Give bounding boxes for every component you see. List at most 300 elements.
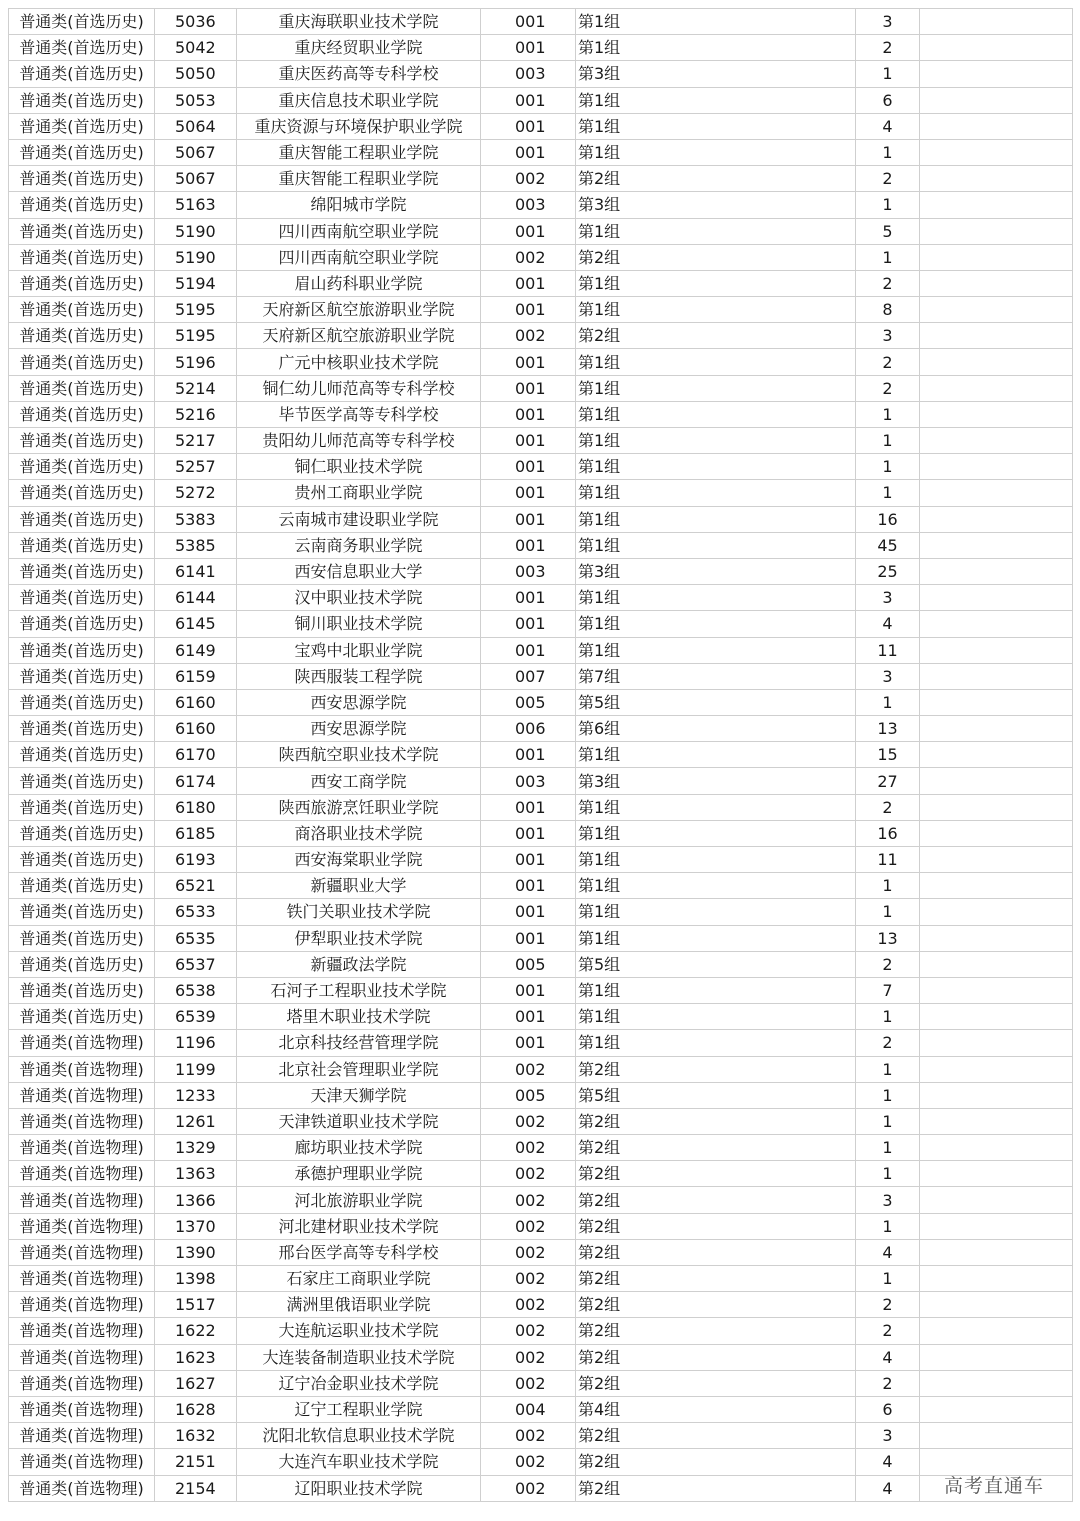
empty-cell — [750, 192, 856, 218]
category-cell: 普通类(首选物理) — [9, 1423, 155, 1449]
school-code-cell: 6160 — [155, 689, 237, 715]
watermark: 高考直通车 — [944, 1475, 1045, 1497]
empty-cell — [750, 1423, 856, 1449]
school-code-cell: 6145 — [155, 611, 237, 637]
empty-cell — [920, 716, 1073, 742]
empty-cell — [750, 689, 856, 715]
school-code-cell: 6149 — [155, 637, 237, 663]
category-cell: 普通类(首选历史) — [9, 1004, 155, 1030]
group-cell: 第1组 — [576, 925, 750, 951]
count-cell: 13 — [856, 925, 920, 951]
group-cell: 第5组 — [576, 951, 750, 977]
plan-code-cell: 001 — [481, 270, 576, 296]
empty-cell — [750, 1161, 856, 1187]
empty-cell — [920, 611, 1073, 637]
category-cell: 普通类(首选历史) — [9, 532, 155, 558]
table-row — [9, 742, 1073, 768]
category-cell: 普通类(首选历史) — [9, 820, 155, 846]
school-name-cell: 大连汽车职业技术学院 — [237, 1449, 481, 1475]
plan-code-cell: 001 — [481, 1004, 576, 1030]
category-cell: 普通类(首选历史) — [9, 925, 155, 951]
school-code-cell: 1370 — [155, 1213, 237, 1239]
count-cell: 2 — [856, 1318, 920, 1344]
plan-code-cell: 003 — [481, 558, 576, 584]
category-cell: 普通类(首选历史) — [9, 375, 155, 401]
plan-code-cell: 001 — [481, 139, 576, 165]
plan-code-cell: 001 — [481, 532, 576, 558]
school-code-cell: 5217 — [155, 428, 237, 454]
school-code-cell: 6521 — [155, 873, 237, 899]
empty-cell — [750, 1056, 856, 1082]
empty-cell — [920, 1187, 1073, 1213]
count-cell: 1 — [856, 1004, 920, 1030]
empty-cell — [750, 1318, 856, 1344]
school-name-cell: 重庆智能工程职业学院 — [237, 139, 481, 165]
school-code-cell: 6535 — [155, 925, 237, 951]
empty-cell — [920, 87, 1073, 113]
empty-cell — [750, 297, 856, 323]
group-cell: 第1组 — [576, 297, 750, 323]
empty-cell — [750, 218, 856, 244]
category-cell: 普通类(首选历史) — [9, 139, 155, 165]
school-name-cell: 云南城市建设职业学院 — [237, 506, 481, 532]
empty-cell — [750, 794, 856, 820]
empty-cell — [750, 1187, 856, 1213]
group-cell: 第2组 — [576, 1161, 750, 1187]
group-cell: 第1组 — [576, 1004, 750, 1030]
category-cell: 普通类(首选历史) — [9, 480, 155, 506]
plan-code-cell: 001 — [481, 35, 576, 61]
plan-code-cell: 001 — [481, 820, 576, 846]
table-row — [9, 611, 1073, 637]
category-cell: 普通类(首选历史) — [9, 977, 155, 1003]
category-cell: 普通类(首选物理) — [9, 1292, 155, 1318]
category-cell: 普通类(首选物理) — [9, 1475, 155, 1501]
school-code-cell: 5272 — [155, 480, 237, 506]
school-name-cell: 西安思源学院 — [237, 716, 481, 742]
school-name-cell: 西安思源学院 — [237, 689, 481, 715]
group-cell: 第1组 — [576, 532, 750, 558]
school-name-cell: 重庆信息技术职业学院 — [237, 87, 481, 113]
plan-code-cell: 002 — [481, 1161, 576, 1187]
category-cell: 普通类(首选物理) — [9, 1056, 155, 1082]
category-cell: 普通类(首选物理) — [9, 1213, 155, 1239]
empty-cell — [750, 1344, 856, 1370]
school-name-cell: 沈阳北软信息职业技术学院 — [237, 1423, 481, 1449]
table-row — [9, 873, 1073, 899]
count-cell: 1 — [856, 454, 920, 480]
count-cell: 8 — [856, 297, 920, 323]
empty-cell — [750, 113, 856, 139]
school-code-cell: 1366 — [155, 1187, 237, 1213]
table-row — [9, 1266, 1073, 1292]
count-cell: 3 — [856, 9, 920, 35]
group-cell: 第1组 — [576, 35, 750, 61]
group-cell: 第1组 — [576, 454, 750, 480]
count-cell: 2 — [856, 794, 920, 820]
empty-cell — [750, 925, 856, 951]
plan-code-cell: 001 — [481, 899, 576, 925]
category-cell: 普通类(首选历史) — [9, 768, 155, 794]
school-code-cell: 2154 — [155, 1475, 237, 1501]
count-cell: 4 — [856, 1344, 920, 1370]
empty-cell — [750, 847, 856, 873]
empty-cell — [750, 585, 856, 611]
plan-code-cell: 002 — [481, 1213, 576, 1239]
school-code-cell: 1628 — [155, 1396, 237, 1422]
count-cell: 16 — [856, 506, 920, 532]
table-row — [9, 925, 1073, 951]
empty-cell — [750, 9, 856, 35]
plan-code-cell: 002 — [481, 1292, 576, 1318]
table-row — [9, 1108, 1073, 1134]
empty-cell — [920, 951, 1073, 977]
school-name-cell: 陕西旅游烹饪职业学院 — [237, 794, 481, 820]
empty-cell — [920, 663, 1073, 689]
count-cell: 15 — [856, 742, 920, 768]
table-row — [9, 139, 1073, 165]
empty-cell — [920, 323, 1073, 349]
table-row — [9, 1423, 1073, 1449]
school-code-cell: 6174 — [155, 768, 237, 794]
count-cell: 7 — [856, 977, 920, 1003]
table-body — [9, 9, 1073, 1502]
school-code-cell: 1390 — [155, 1239, 237, 1265]
group-cell: 第1组 — [576, 9, 750, 35]
count-cell: 2 — [856, 375, 920, 401]
empty-cell — [750, 1239, 856, 1265]
category-cell: 普通类(首选历史) — [9, 847, 155, 873]
table-row — [9, 716, 1073, 742]
school-name-cell: 铜川职业技术学院 — [237, 611, 481, 637]
count-cell: 3 — [856, 1187, 920, 1213]
school-name-cell: 重庆资源与环境保护职业学院 — [237, 113, 481, 139]
count-cell: 4 — [856, 1475, 920, 1501]
table-row — [9, 637, 1073, 663]
school-code-cell: 1196 — [155, 1030, 237, 1056]
school-name-cell: 满洲里俄语职业学院 — [237, 1292, 481, 1318]
category-cell: 普通类(首选历史) — [9, 35, 155, 61]
plan-code-cell: 002 — [481, 1449, 576, 1475]
count-cell: 11 — [856, 847, 920, 873]
group-cell: 第2组 — [576, 323, 750, 349]
group-cell: 第1组 — [576, 1030, 750, 1056]
table-row — [9, 1292, 1073, 1318]
count-cell: 1 — [856, 1161, 920, 1187]
empty-cell — [920, 1239, 1073, 1265]
table-row — [9, 1318, 1073, 1344]
school-code-cell: 6159 — [155, 663, 237, 689]
group-cell: 第1组 — [576, 480, 750, 506]
count-cell: 45 — [856, 532, 920, 558]
category-cell: 普通类(首选历史) — [9, 349, 155, 375]
empty-cell — [750, 480, 856, 506]
group-cell: 第4组 — [576, 1396, 750, 1422]
group-cell: 第2组 — [576, 1135, 750, 1161]
school-name-cell: 陕西航空职业技术学院 — [237, 742, 481, 768]
group-cell: 第1组 — [576, 428, 750, 454]
count-cell: 1 — [856, 192, 920, 218]
group-cell: 第1组 — [576, 637, 750, 663]
school-code-cell: 6185 — [155, 820, 237, 846]
school-code-cell: 1622 — [155, 1318, 237, 1344]
table-row — [9, 977, 1073, 1003]
school-code-cell: 5257 — [155, 454, 237, 480]
table-row — [9, 270, 1073, 296]
group-cell: 第2组 — [576, 1056, 750, 1082]
school-code-cell: 1632 — [155, 1423, 237, 1449]
empty-cell — [750, 1082, 856, 1108]
school-code-cell: 5042 — [155, 35, 237, 61]
table-row — [9, 87, 1073, 113]
school-code-cell: 5195 — [155, 323, 237, 349]
plan-code-cell: 001 — [481, 977, 576, 1003]
count-cell: 1 — [856, 480, 920, 506]
plan-code-cell: 001 — [481, 297, 576, 323]
empty-cell — [920, 1292, 1073, 1318]
group-cell: 第6组 — [576, 716, 750, 742]
plan-code-cell: 001 — [481, 113, 576, 139]
category-cell: 普通类(首选历史) — [9, 637, 155, 663]
empty-cell — [920, 1318, 1073, 1344]
category-cell: 普通类(首选历史) — [9, 9, 155, 35]
table-row — [9, 506, 1073, 532]
empty-cell — [750, 506, 856, 532]
empty-cell — [750, 244, 856, 270]
school-name-cell: 重庆海联职业技术学院 — [237, 9, 481, 35]
plan-code-cell: 001 — [481, 873, 576, 899]
plan-code-cell: 001 — [481, 506, 576, 532]
category-cell: 普通类(首选物理) — [9, 1082, 155, 1108]
empty-cell — [920, 1004, 1073, 1030]
empty-cell — [920, 1135, 1073, 1161]
empty-cell — [920, 113, 1073, 139]
empty-cell — [750, 1370, 856, 1396]
school-name-cell: 广元中核职业技术学院 — [237, 349, 481, 375]
table-row — [9, 1344, 1073, 1370]
count-cell: 4 — [856, 1449, 920, 1475]
plan-code-cell: 002 — [481, 1423, 576, 1449]
school-name-cell: 云南商务职业学院 — [237, 532, 481, 558]
plan-code-cell: 002 — [481, 323, 576, 349]
empty-cell — [750, 375, 856, 401]
category-cell: 普通类(首选历史) — [9, 401, 155, 427]
empty-cell — [920, 297, 1073, 323]
plan-code-cell: 001 — [481, 375, 576, 401]
empty-cell — [750, 87, 856, 113]
school-name-cell: 河北旅游职业学院 — [237, 1187, 481, 1213]
table-row — [9, 689, 1073, 715]
group-cell: 第3组 — [576, 768, 750, 794]
category-cell: 普通类(首选物理) — [9, 1318, 155, 1344]
empty-cell — [750, 1396, 856, 1422]
count-cell: 1 — [856, 61, 920, 87]
group-cell: 第2组 — [576, 166, 750, 192]
empty-cell — [920, 139, 1073, 165]
category-cell: 普通类(首选历史) — [9, 297, 155, 323]
school-code-cell: 6141 — [155, 558, 237, 584]
empty-cell — [750, 166, 856, 192]
category-cell: 普通类(首选历史) — [9, 192, 155, 218]
count-cell: 2 — [856, 1370, 920, 1396]
plan-code-cell: 001 — [481, 742, 576, 768]
empty-cell — [920, 401, 1073, 427]
school-code-cell: 6170 — [155, 742, 237, 768]
empty-cell — [920, 558, 1073, 584]
group-cell: 第1组 — [576, 847, 750, 873]
school-code-cell: 6538 — [155, 977, 237, 1003]
count-cell: 25 — [856, 558, 920, 584]
school-code-cell: 1517 — [155, 1292, 237, 1318]
count-cell: 16 — [856, 820, 920, 846]
plan-code-cell: 005 — [481, 689, 576, 715]
category-cell: 普通类(首选历史) — [9, 663, 155, 689]
count-cell: 3 — [856, 663, 920, 689]
school-code-cell: 5163 — [155, 192, 237, 218]
count-cell: 2 — [856, 1030, 920, 1056]
group-cell: 第1组 — [576, 977, 750, 1003]
school-name-cell: 承德护理职业学院 — [237, 1161, 481, 1187]
table-row — [9, 166, 1073, 192]
table-row — [9, 1082, 1073, 1108]
table-row — [9, 951, 1073, 977]
category-cell: 普通类(首选历史) — [9, 951, 155, 977]
count-cell: 5 — [856, 218, 920, 244]
school-name-cell: 商洛职业技术学院 — [237, 820, 481, 846]
count-cell: 1 — [856, 873, 920, 899]
plan-code-cell: 002 — [481, 1135, 576, 1161]
school-name-cell: 石家庄工商职业学院 — [237, 1266, 481, 1292]
group-cell: 第1组 — [576, 873, 750, 899]
category-cell: 普通类(首选历史) — [9, 113, 155, 139]
category-cell: 普通类(首选历史) — [9, 61, 155, 87]
school-code-cell: 5385 — [155, 532, 237, 558]
school-name-cell: 邢台医学高等专科学校 — [237, 1239, 481, 1265]
plan-code-cell: 001 — [481, 401, 576, 427]
school-name-cell: 陕西服装工程学院 — [237, 663, 481, 689]
empty-cell — [750, 401, 856, 427]
table-row — [9, 1449, 1073, 1475]
count-cell: 3 — [856, 1423, 920, 1449]
category-cell: 普通类(首选物理) — [9, 1108, 155, 1134]
count-cell: 11 — [856, 637, 920, 663]
school-name-cell: 汉中职业技术学院 — [237, 585, 481, 611]
empty-cell — [920, 1266, 1073, 1292]
school-code-cell: 5190 — [155, 218, 237, 244]
category-cell: 普通类(首选物理) — [9, 1370, 155, 1396]
plan-code-cell: 002 — [481, 1370, 576, 1396]
empty-cell — [920, 1082, 1073, 1108]
group-cell: 第1组 — [576, 113, 750, 139]
empty-cell — [920, 35, 1073, 61]
school-name-cell: 宝鸡中北职业学院 — [237, 637, 481, 663]
empty-cell — [750, 951, 856, 977]
school-code-cell: 5053 — [155, 87, 237, 113]
empty-cell — [750, 532, 856, 558]
empty-cell — [920, 192, 1073, 218]
category-cell: 普通类(首选物理) — [9, 1030, 155, 1056]
group-cell: 第2组 — [576, 1213, 750, 1239]
table-row — [9, 1056, 1073, 1082]
empty-cell — [920, 375, 1073, 401]
category-cell: 普通类(首选历史) — [9, 899, 155, 925]
empty-cell — [920, 977, 1073, 1003]
school-name-cell: 西安工商学院 — [237, 768, 481, 794]
category-cell: 普通类(首选历史) — [9, 166, 155, 192]
plan-code-cell: 001 — [481, 925, 576, 951]
empty-cell — [750, 1004, 856, 1030]
school-name-cell: 毕节医学高等专科学校 — [237, 401, 481, 427]
count-cell: 1 — [856, 1082, 920, 1108]
empty-cell — [750, 1108, 856, 1134]
category-cell: 普通类(首选物理) — [9, 1449, 155, 1475]
school-name-cell: 重庆医药高等专科学校 — [237, 61, 481, 87]
school-code-cell: 6144 — [155, 585, 237, 611]
count-cell: 2 — [856, 166, 920, 192]
empty-cell — [920, 1161, 1073, 1187]
count-cell: 1 — [856, 1213, 920, 1239]
group-cell: 第2组 — [576, 1475, 750, 1501]
plan-code-cell: 002 — [481, 244, 576, 270]
empty-cell — [920, 480, 1073, 506]
category-cell: 普通类(首选历史) — [9, 689, 155, 715]
school-code-cell: 1233 — [155, 1082, 237, 1108]
school-name-cell: 天府新区航空旅游职业学院 — [237, 323, 481, 349]
school-name-cell: 北京科技经营管理学院 — [237, 1030, 481, 1056]
table-row — [9, 218, 1073, 244]
school-name-cell: 眉山药科职业学院 — [237, 270, 481, 296]
school-name-cell: 绵阳城市学院 — [237, 192, 481, 218]
empty-cell — [920, 1108, 1073, 1134]
school-code-cell: 1199 — [155, 1056, 237, 1082]
empty-cell — [920, 925, 1073, 951]
school-name-cell: 廊坊职业技术学院 — [237, 1135, 481, 1161]
empty-cell — [920, 1370, 1073, 1396]
school-code-cell: 5214 — [155, 375, 237, 401]
empty-cell — [750, 742, 856, 768]
group-cell: 第5组 — [576, 689, 750, 715]
empty-cell — [750, 323, 856, 349]
school-name-cell: 铜仁幼儿师范高等专科学校 — [237, 375, 481, 401]
table-row — [9, 768, 1073, 794]
plan-code-cell: 007 — [481, 663, 576, 689]
school-name-cell: 辽宁工程职业学院 — [237, 1396, 481, 1422]
category-cell: 普通类(首选历史) — [9, 428, 155, 454]
count-cell: 13 — [856, 716, 920, 742]
group-cell: 第7组 — [576, 663, 750, 689]
school-name-cell: 天津天狮学院 — [237, 1082, 481, 1108]
empty-cell — [750, 1030, 856, 1056]
empty-cell — [920, 794, 1073, 820]
school-code-cell: 6160 — [155, 716, 237, 742]
group-cell: 第2组 — [576, 1187, 750, 1213]
school-name-cell: 河北建材职业技术学院 — [237, 1213, 481, 1239]
school-code-cell: 6180 — [155, 794, 237, 820]
empty-cell — [920, 847, 1073, 873]
group-cell: 第1组 — [576, 375, 750, 401]
school-name-cell: 伊犁职业技术学院 — [237, 925, 481, 951]
plan-code-cell: 001 — [481, 847, 576, 873]
school-code-cell: 5216 — [155, 401, 237, 427]
school-code-cell: 1627 — [155, 1370, 237, 1396]
category-cell: 普通类(首选历史) — [9, 742, 155, 768]
plan-code-cell: 002 — [481, 1187, 576, 1213]
school-name-cell: 塔里木职业技术学院 — [237, 1004, 481, 1030]
category-cell: 普通类(首选历史) — [9, 323, 155, 349]
table-row — [9, 585, 1073, 611]
empty-cell — [750, 558, 856, 584]
school-code-cell: 1398 — [155, 1266, 237, 1292]
